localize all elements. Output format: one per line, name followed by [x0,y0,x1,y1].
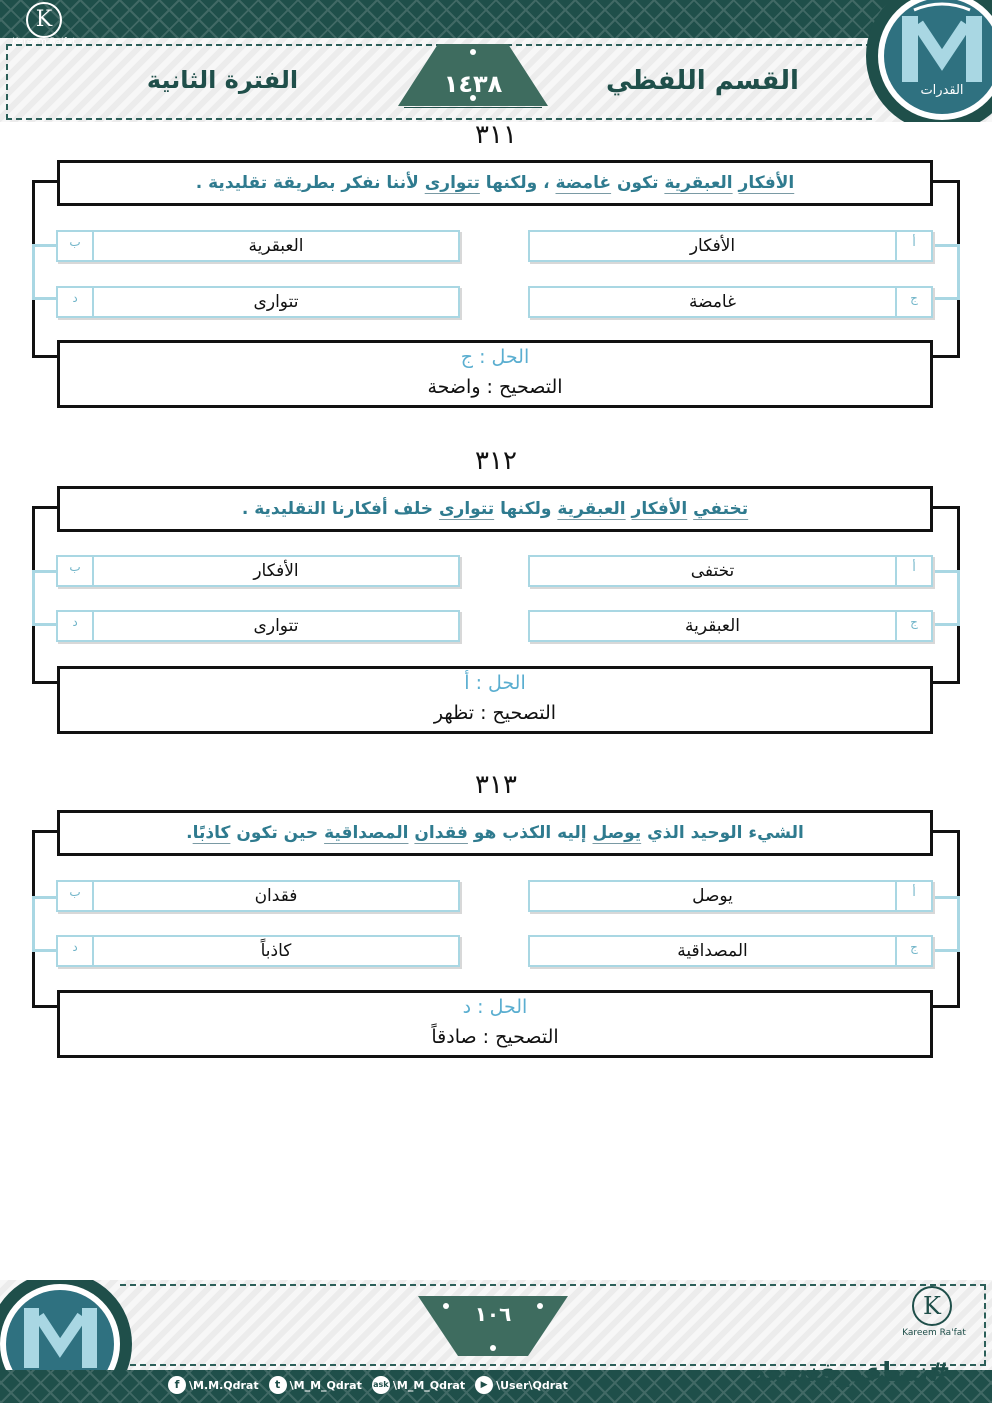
underlined-word: الأفكار [738,173,795,193]
section-title: القسم اللفظي [606,66,799,96]
sentence-fragment: حين تكون [230,823,325,843]
kareem-logo [8,0,80,50]
option-a[interactable] [528,880,933,912]
exam-year: ١٤٣٨ [443,70,503,98]
options-bracket [932,896,960,952]
option-letter: د [58,288,94,316]
option-a[interactable] [528,230,933,262]
option-text: فقدان [254,886,298,906]
option-letter: د [58,612,94,640]
underlined-word: فقدان [414,823,468,843]
option-letter: أ [895,557,931,585]
option-letter: أ [895,232,931,260]
correction-text: التصحيح : تظهر [433,702,557,724]
option-letter: ج [895,612,931,640]
option-text: غامضة [688,292,737,312]
social-facebook[interactable] [168,1376,259,1394]
question-sentence-text [196,173,794,193]
ask-icon: ask [372,1376,390,1394]
option-text: العبقرية [248,236,304,256]
brand-name: Kareem Ra'fat [902,1328,966,1338]
question-number: ٣١١ [475,120,517,150]
sentence-fragment: ولكنها [494,499,558,519]
qudrat-logo [862,0,992,122]
answer-box [57,666,933,734]
option-d[interactable] [56,286,460,318]
question-sentence-text [242,499,748,519]
option-letter: أ [895,882,931,910]
underlined-word: الأفكار [631,499,688,519]
social-handle: \M_M_Qdrat [289,1378,362,1392]
k-logo-icon: K [912,1286,952,1326]
facebook-icon: f [168,1376,186,1394]
footer-dashed-line [120,1284,986,1286]
solution-text: الحل : ج [460,346,530,368]
social-youtube[interactable] [475,1376,568,1394]
hashtag: #نساعد_فنسعد [752,1358,950,1388]
options-bracket [932,244,960,300]
underlined-word: العبقرية [664,173,733,193]
solution-text: الحل : د [462,996,528,1018]
svg-text:القدرات: القدرات [920,83,964,98]
question-number: ٣١٢ [475,446,517,476]
underlined-word: تتوارى [424,173,480,193]
option-text: المصداقية [677,941,748,961]
question-sentence-text [186,823,804,843]
option-b[interactable] [56,230,460,262]
correction-text: التصحيح : صادقاً [431,1026,559,1048]
options-bracket [932,570,960,626]
question-sentence [57,486,933,532]
social-twitter[interactable] [269,1376,362,1394]
sentence-fragment: تكون [611,173,665,193]
page-number: ١٠٦ [474,1302,512,1326]
brand-name: Kareem Ra'fat [12,37,76,47]
social-ask[interactable] [372,1376,465,1394]
answer-box [57,990,933,1058]
kareem-logo [898,1284,970,1346]
youtube-icon: ▶ [475,1376,493,1394]
social-links [168,1373,568,1397]
question-sentence [57,810,933,856]
k-logo-icon: K [26,2,62,38]
sentence-fragment: . [186,823,193,843]
underlined-word: المصداقية [324,823,409,843]
answer-box [57,340,933,408]
option-letter: ب [58,882,94,910]
question-sentence [57,160,933,206]
option-letter: ج [895,937,931,965]
term-title: الفترة الثانية [146,66,299,94]
social-handle: \M.M.Qdrat [189,1378,259,1392]
solution-text: الحل : أ [464,672,526,694]
social-handle: \M_M_Qdrat [392,1378,466,1392]
question-number: ٣١٣ [475,770,517,800]
option-text: كاذباً [260,941,292,961]
option-text: الأفكار [689,236,736,256]
underlined-word: تتوارى [438,499,495,519]
header-dashed-line [6,44,8,120]
option-a[interactable] [528,555,933,587]
option-text: تتوارى [253,616,299,636]
option-c[interactable] [528,610,933,642]
correction-text: التصحيح : واضحة [427,376,563,398]
option-letter: د [58,937,94,965]
underlined-word: غامضة [555,173,612,193]
social-handle: \User\Qdrat [496,1378,568,1392]
underlined-word: تختفي [693,499,749,519]
option-d[interactable] [56,610,460,642]
sentence-fragment: إليه الكذب هو [467,823,593,843]
option-b[interactable] [56,880,460,912]
option-letter: ب [58,557,94,585]
sentence-fragment: لأننا نفكر بطريقة تقليدية . [195,173,425,193]
sentence-fragment: خلف أفكارنا التقليدية . [241,499,439,519]
underlined-word: كاذبًا [192,823,231,843]
footer-dashed-line [984,1284,986,1366]
underlined-word: يوصل [592,823,642,843]
sentence-fragment: الشيء الوحيد الذي [641,823,804,843]
option-c[interactable] [528,286,933,318]
option-text: العبقرية [684,616,741,636]
header-band [0,0,992,40]
sentence-fragment: ، ولكنها [479,173,556,193]
option-b[interactable] [56,555,460,587]
option-text: تختفى [690,561,735,581]
twitter-icon: t [269,1376,287,1394]
option-c[interactable] [528,935,933,967]
option-letter: ج [895,288,931,316]
option-letter: ب [58,232,94,260]
option-text: يوصل [692,886,733,906]
option-d[interactable] [56,935,460,967]
option-text: تتوارى [253,292,299,312]
option-text: الأفكار [253,561,299,581]
underlined-word: العبقرية [557,499,626,519]
